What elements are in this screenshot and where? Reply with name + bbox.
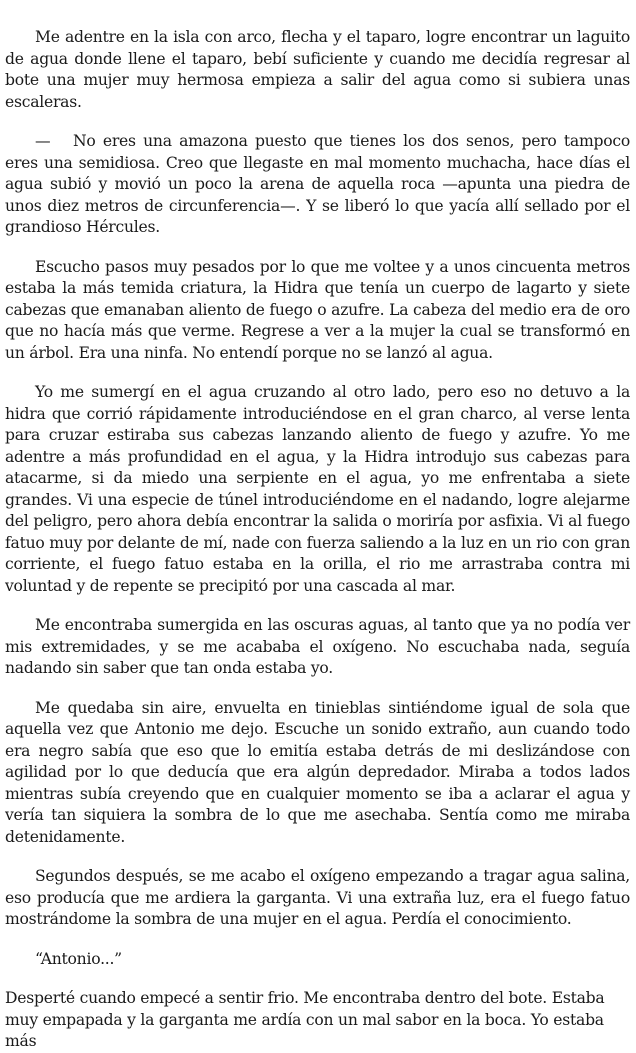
dialogue-dash: —: [35, 132, 51, 150]
dialogue-text: No eres una amazona puesto que tienes los dos senos, pero tampoco eres una semidiosa. Creo que llegaste en mal momento muchacha, hace días el agua subió y movió un poco la arena de aquella roca —apunta una piedra de unos diez metros de circunferencia—. Y se liberó lo que yacía allí sellado por el grandioso Hércules.: [5, 132, 630, 236]
paragraph: Segundos después, se me acabo el oxígeno empezando a tragar agua salina, eso producía que me ardiera la garganta. Vi una extraña luz, era el fuego fatuo mostrándome la sombra de una mujer en el agua. Perdía el conocimiento.: [5, 867, 630, 928]
paragraph: Me adentre en la isla con arco, flecha y el taparo, logre encontrar un laguito de agua donde llene el taparo, bebí suficiente y cuando me decidía regresar al bote una mujer muy hermosa empieza a salir del agua como si subiera unas escaleras.: [5, 28, 630, 111]
paragraph: Escucho pasos muy pesados por lo que me voltee y a unos cincuenta metros estaba la más temida criatura, la Hidra que tenía un cuerpo de lagarto y siete cabezas que emanaban aliento de fuego o azufre. La cabeza del medio era de oro que no hacía más que verme. Regrese a ver a la mujer la cual se transformó en un árbol. Era una ninfa. No entendí porque no se lanzó al agua.: [5, 257, 630, 362]
paragraph: Me encontraba sumergida en las oscuras aguas, al tanto que ya no podía ver mis extremidades, y se me acababa el oxígeno. No escuchaba nada, seguía nadando sin saber que tan onda estaba yo.: [5, 616, 630, 677]
paragraph: Yo me sumergí en el agua cruzando al otro lado, pero eso no detuvo a la hidra que corrió rápidamente introduciéndose en el gran charco, al verse lenta para cruzar estiraba sus cabezas lanzando aliento de fuego y azufre. Yo me adentre a más profundidad en el agua, y la Hidra introdujo sus cabezas para atacarme, si da miedo una serpiente en el agua, yo me enfrentaba a siete grandes. Vi una especie de túnel introduciéndome en el nadando, logre alejarme del peligro, pero ahora debía encontrar la salida o moriría por asfixia. Vi al fuego fatuo muy por delante de mí, nade con fuerza saliendo a la luz en un rio con gran corriente, el fuego fatuo estaba en la orilla, el rio me arrastraba contra mi voluntad y de repente se precipitó por una cascada al mar.: [5, 383, 630, 595]
paragraph-quote: “Antonio...”: [35, 949, 122, 968]
paragraph-dialogue: [5, 131, 630, 239]
paragraph: Desperté cuando empecé a sentir frio. Me encontraba dentro del bote. Estaba muy empapada y la garganta me ardía con un mal sabor en la boca. Yo estaba más: [5, 989, 605, 1050]
paragraph: Me quedaba sin aire, envuelta en tinieblas sintiéndome igual de sola que aquella vez que Antonio me dejo. Escuche un sonido extraño, aun cuando todo era negro sabía que eso que lo emitía estaba detrás de mi deslizándose con agilidad por lo que deducía que era algún depredador. Miraba a todos lados mientras subía creyendo que en cualquier momento se iba a aclarar el agua y vería tan siquiera la sombra de lo que me asechaba. Sentía como me miraba detenidamente.: [5, 698, 630, 846]
